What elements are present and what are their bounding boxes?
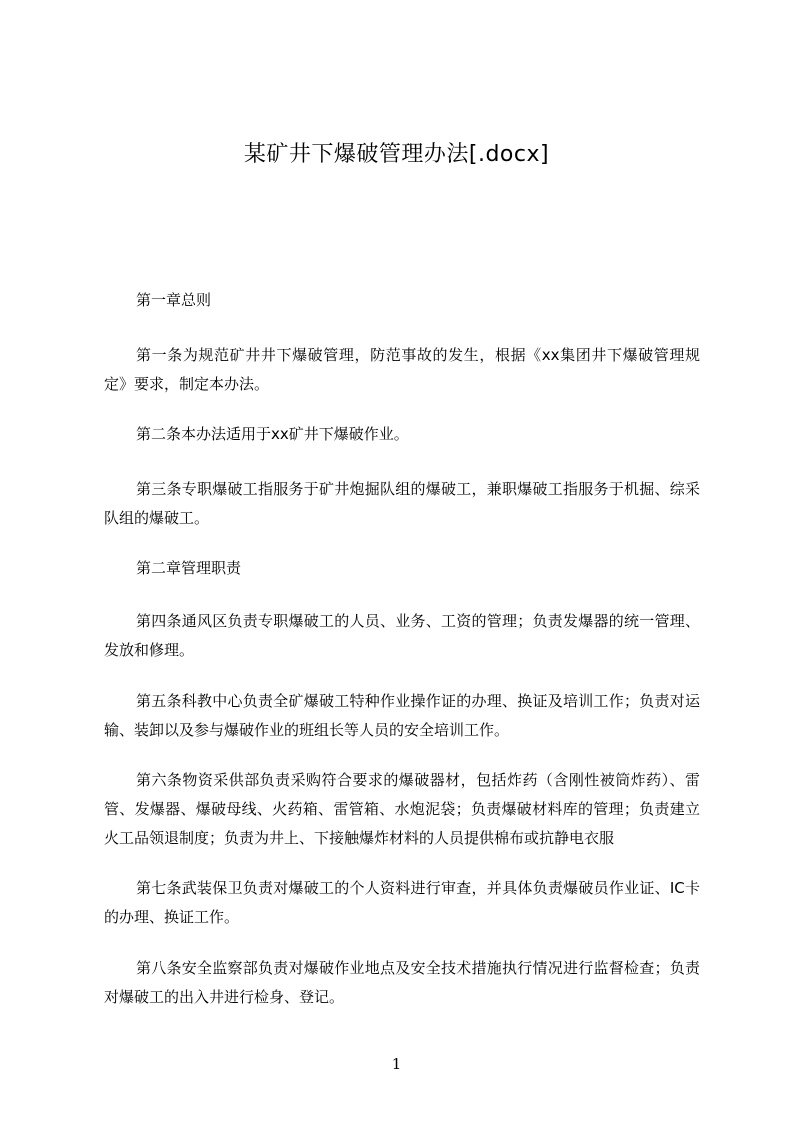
article-4: 第四条通风区负责专职爆破工的人员、业务、工资的管理；负责发爆器的统一管理、发放和修理。	[104, 612, 700, 659]
article-7: 第七条武装保卫负责对爆破工的个人资料进行审查，并具体负责爆破员作业证、IC卡的办理、换证工作。	[104, 879, 700, 926]
article-3: 第三条专职爆破工指服务于矿井炮掘队组的爆破工，兼职爆破工指服务于机掘、综采队组的爆破工。	[104, 480, 700, 527]
document-title: 某矿井下爆破管理办法[.docx]	[243, 142, 550, 167]
article-8: 第八条安全监察部负责对爆破作业地点及安全技术措施执行情况进行监督检查；负责对爆破工的出入井进行检身、登记。	[104, 959, 700, 1006]
chapter-heading-2: 第二章管理职责	[136, 559, 242, 577]
article-2: 第二条本办法适用于xx矿井下爆破作业。	[136, 425, 409, 443]
page-number: 1	[391, 1055, 402, 1073]
article-6: 第六条物资采供部负责采购符合要求的爆破器材，包括炸药（含刚性被筒炸药）、雷管、发爆器、爆破母线、火药箱、雷管箱、水炮泥袋；负责爆破材料库的管理；负责建立火工品领退制度；负责为井上、下接触爆炸材料的人员提供棉布或抗静电衣服	[104, 771, 700, 847]
chapter-heading-1: 第一章总则	[136, 291, 212, 309]
article-5: 第五条科教中心负责全矿爆破工特种作业操作证的办理、换证及培训工作；负责对运输、装卸以及参与爆破作业的班组长等人员的安全培训工作。	[104, 692, 700, 739]
article-1: 第一条为规范矿井井下爆破管理，防范事故的发生，根据《xx集团井下爆破管理规定》要求，制定本办法。	[104, 346, 700, 393]
